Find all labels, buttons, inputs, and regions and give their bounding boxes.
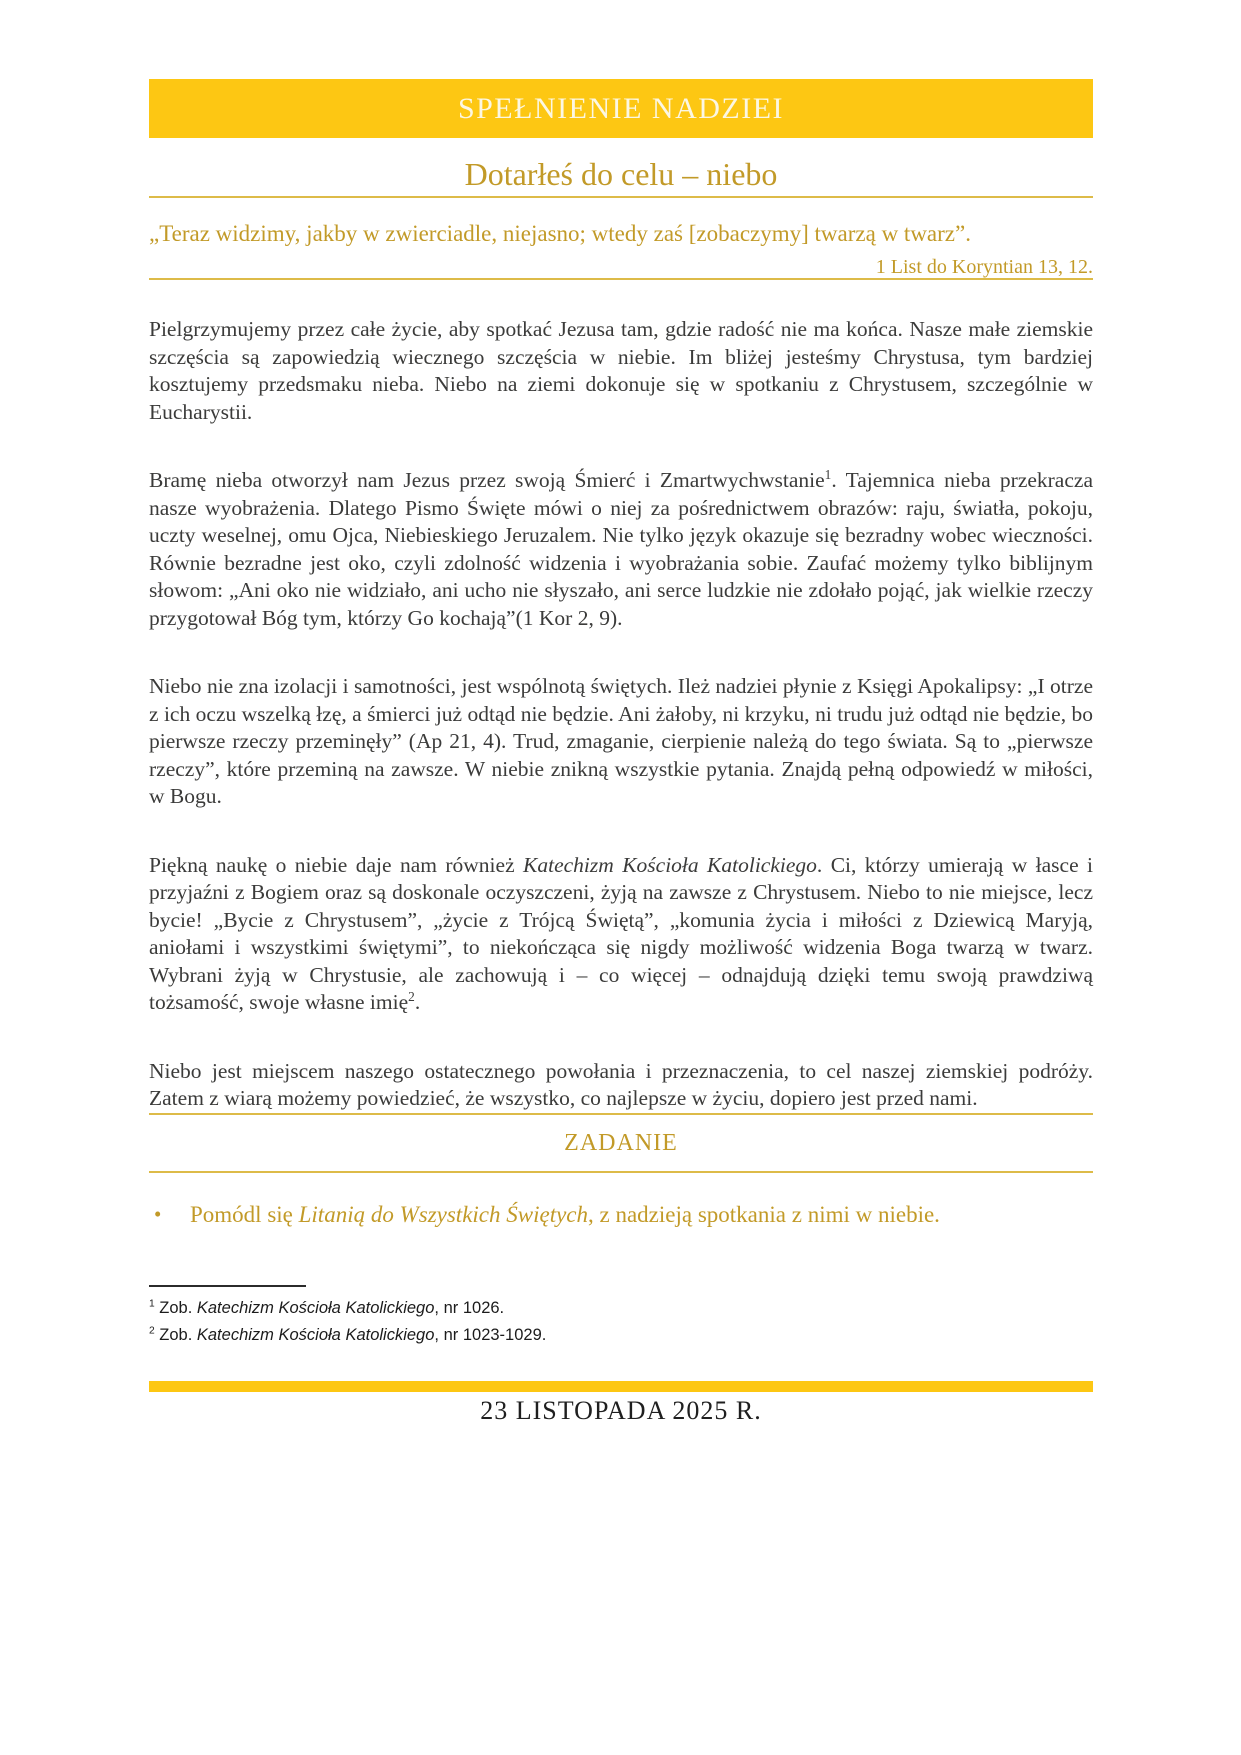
- body-paragraph: [149, 852, 1093, 1017]
- footer-date: 23 LISTOPADA 2025 R.: [480, 1395, 762, 1425]
- body-paragraph: [149, 467, 1093, 632]
- bullet-dot: •: [154, 1201, 162, 1226]
- text-segment: Zob.: [154, 1325, 197, 1344]
- footnote-reference: 2: [408, 988, 415, 1004]
- quote-attribution: 1 List do Koryntian 13, 12.: [875, 256, 1093, 278]
- body-paragraph: [149, 316, 1093, 426]
- text-segment: . Ci, którzy umierają w łasce i przyjaźni z Bogiem oraz są doskonale oczyszczeni, żyją na zawsze z Chrystusem. Niebo to nie miejsce, lecz bycie! „Bycie z Chrystusem”, „życie z Trójcą Świętą”, „komunia życia i miłości z Dziewicą Maryją, aniołami i wszystkimi świętymi”, to niekończąca się nigdy możliwość widzenia Boga twarzą w twarz. Wybrani żyją w Chrystusie, ale zachowują i – co więcej – odnajdują dzięki temu swoją prawdziwą tożsamość, swoje własne imię: [149, 852, 1094, 1014]
- divider-rule-task-top: [149, 1113, 1093, 1115]
- footnote-reference: 1: [824, 466, 832, 482]
- page-title: Dotarłeś do celu – niebo: [464, 156, 778, 192]
- task-item-text: [190, 1199, 940, 1230]
- banner: [149, 79, 1093, 138]
- scripture-quote: „Teraz widzimy, jakby w zwierciadle, niejasno; wtedy zaś [zobaczymy] twarzą w twarz”.: [149, 221, 971, 246]
- text-segment: Bramę nieba otworzył nam Jezus przez swoją Śmierć i Zmartwychwstanie: [149, 468, 825, 492]
- footnotes: [149, 1295, 1093, 1349]
- footer-bar: [149, 1381, 1093, 1392]
- footnote-marker: 1: [149, 1298, 155, 1309]
- text-segment: Niebo nie zna izolacji i samotności, jest wspólnotą świętych. Ileż nadziei płynie z Księgi Apokalipsy: „I otrze z ich oczu wszelką łzę, a śmierci już odtąd nie będzie. Ani żałoby, ni krzyku, ni trudu już odtąd nie będzie, bo pierwsze rzeczy przeminęły” (Ap 21, 4). Trud, zmaganie, cierpienie należą do tego świata. Są to „pierwsze rzeczy”, które przeminą na zawsze. W niebie znikną wszystkie pytania. Znajdą pełną odpowiedź w miłości, w Bogu.: [149, 674, 1093, 808]
- italic-text: Katechizm Kościoła Katolickiego: [196, 1298, 435, 1317]
- text-segment: . Tajemnica nieba przekracza nasze wyobrażenia. Dlatego Pismo Święte mówi o niej za pośrednictwem obrazów: raju, światła, pokoju, uczty weselnej, omu Ojca, Niebieskiego Jeruzalem. Nie tylko język okazuje się bezradny wobec wieczności. Równie bezradne jest oko, czyli zdolność widzenia i wyobrażania sobie. Zaufać możemy tylko biblijnym słowom: „Ani oko nie widziało, ani ucho nie słyszało, ani serce ludzkie nie zdołało pojąć, jak wielkie rzeczy przygotował Bóg tym, którzy Go kochają”(1 Kor 2, 9).: [149, 468, 1093, 630]
- footnote-separator: [149, 1285, 306, 1287]
- footnote: [149, 1295, 1093, 1322]
- footnote: [149, 1322, 1093, 1349]
- text-segment: , z nadzieją spotkania z nimi w niebie.: [588, 1201, 940, 1227]
- task-bullet-item: [149, 1199, 1093, 1230]
- body-text: [149, 316, 1093, 1113]
- italic-text: Katechizm Kościoła Katolickiego: [196, 1325, 435, 1344]
- text-segment: Zob.: [154, 1298, 197, 1317]
- footnote-marker: 2: [149, 1325, 155, 1336]
- text-segment: Piękną naukę o niebie daje nam również: [149, 852, 524, 877]
- divider-rule-quote: [149, 278, 1093, 280]
- text-segment: , nr 1023-1029.: [434, 1325, 547, 1344]
- task-list: [149, 1199, 1093, 1230]
- text-segment: , nr 1026.: [434, 1298, 505, 1317]
- text-segment: .: [414, 990, 421, 1014]
- body-paragraph: [149, 1058, 1093, 1113]
- body-paragraph: [149, 673, 1093, 811]
- text-segment: Pielgrzymujemy przez całe życie, aby spotkać Jezusa tam, gdzie radość nie ma końca. Nasze małe ziemskie szczęścia są zapowiedzią wiecznego szczęścia w niebie. Im bliżej jesteśmy Chrystusa, tym bardziej kosztujemy przedsmaku nieba. Niebo na ziemi dokonuje się w spotkaniu z Chrystusem, szczególnie w Eucharystii.: [149, 317, 1093, 424]
- task-heading: ZADANIE: [564, 1129, 678, 1156]
- divider-rule-task-bottom: [149, 1171, 1093, 1173]
- divider-rule-top: [149, 196, 1093, 198]
- italic-text: Litanią do Wszystkich Świętych: [298, 1201, 589, 1227]
- text-segment: Pomódl się: [190, 1201, 299, 1227]
- banner-title: SPEŁNIENIE NADZIEI: [457, 92, 785, 125]
- text-segment: Niebo jest miejscem naszego ostatecznego powołania i przeznaczenia, to cel naszej ziemskiej podróży. Zatem z wiarą możemy powiedzieć, że wszystko, co najlepsze w życiu, dopiero jest przed nami.: [149, 1058, 1093, 1110]
- italic-text: Katechizm Kościoła Katolickiego: [523, 852, 817, 877]
- content-column: [149, 0, 1093, 1425]
